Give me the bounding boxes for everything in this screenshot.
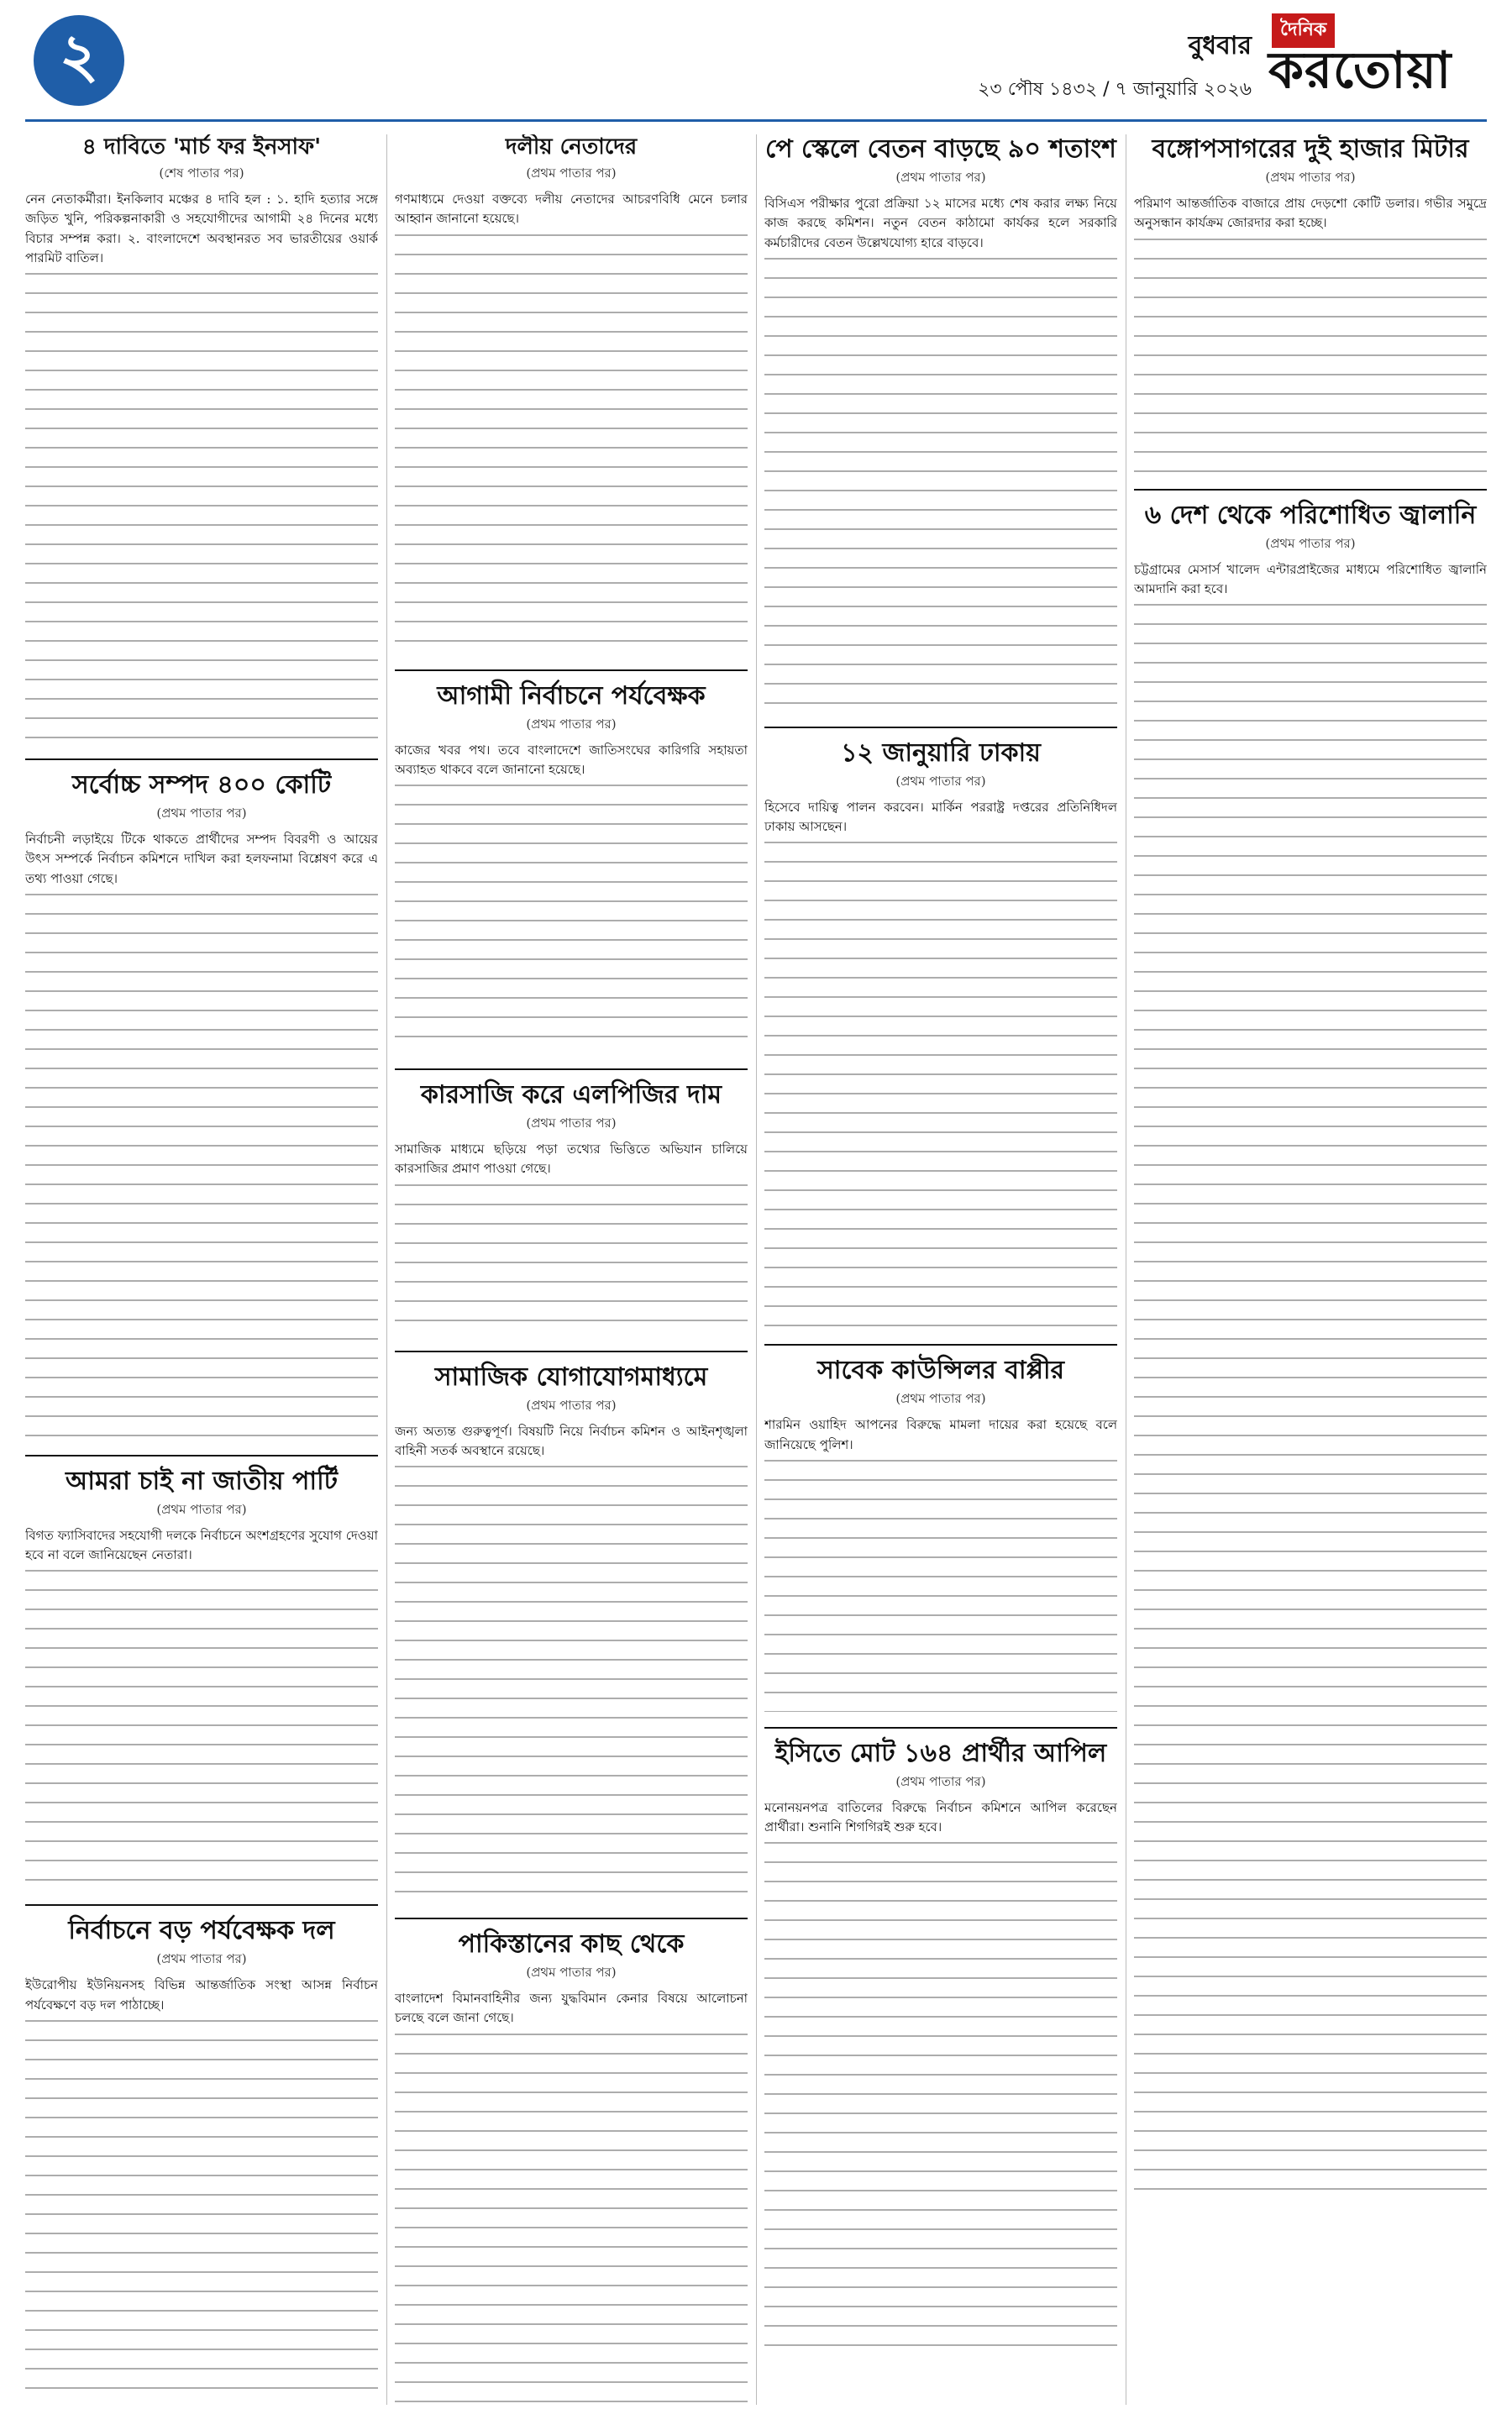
date-label: ২৩ পৌষ ১৪৩২ / ৭ জানুয়ারি ২০২৬ bbox=[978, 79, 1252, 100]
article-former-councillor bbox=[764, 1356, 1117, 1712]
body-text-lines bbox=[25, 1570, 378, 1889]
body-text-lines bbox=[764, 842, 1117, 1329]
masthead bbox=[0, 0, 1512, 126]
body-text-lines bbox=[1134, 239, 1487, 474]
article-party-leaders bbox=[395, 134, 748, 654]
headline: পাকিস্তানের কাছ থেকে bbox=[458, 1929, 685, 1960]
masthead-rule bbox=[25, 119, 1487, 122]
article-body: পরিমাণ আন্তর্জাতিক বাজারে প্রায় দেড়শো কোটি ডলার। গভীর সমুদ্রে অনুসন্ধান কার্যক্রম জোরদার করা হচ্ছে। bbox=[1134, 196, 1487, 231]
headline: দলীয় নেতাদের bbox=[505, 134, 638, 160]
continuation-note: (প্রথম পাতার পর) bbox=[526, 1115, 617, 1131]
headline: ৪ দাবিতে 'মার্চ ফর ইনসাফ' bbox=[81, 134, 322, 160]
continuation-note: (প্রথম পাতার পর) bbox=[156, 1501, 247, 1517]
continuation-note: (প্রথম পাতার পর) bbox=[156, 806, 247, 821]
headline: আমরা চাই না জাতীয় পার্টি bbox=[65, 1466, 339, 1496]
body-text-lines bbox=[395, 234, 748, 654]
article-separator bbox=[764, 727, 1117, 728]
article-body: হিসেবে দায়িত্ব পালন করবেন। মার্কিন পররাষ্ট্র দপ্তরের প্রতিনিধিদল ঢাকায় আসছেন। bbox=[764, 799, 1117, 834]
body-text-lines bbox=[764, 1460, 1117, 1712]
body-text-lines bbox=[1134, 604, 1487, 2200]
headline: কারসাজি করে এলপিজির দাম bbox=[420, 1080, 722, 1110]
article-pakistan bbox=[395, 1929, 748, 2405]
body-text-lines bbox=[25, 894, 378, 1440]
article-body: চট্টগ্রামের মেসার্স খালেদ এন্টারপ্রাইজের মাধ্যমে পরিশোধিত জ্বালানি আমদানি করা হবে। bbox=[1134, 561, 1487, 596]
article-jatiya-party bbox=[25, 1467, 378, 1890]
article-social-media bbox=[395, 1362, 748, 1903]
article-lpg-price bbox=[395, 1080, 748, 1336]
continuation-note: (শেষ পাতার পর) bbox=[159, 165, 244, 181]
article-separator bbox=[25, 758, 378, 760]
article-observer-team bbox=[25, 1916, 378, 2405]
article-separator bbox=[25, 1455, 378, 1456]
article-body: নেন নেতাকর্মীরা। ইনকিলাব মঞ্চের ৪ দাবি হল : ১. হাদি হত্যার সঙ্গে জড়িত খুনি, পরিকল্পনাকারী ও সহযোগীদের আগামী ২৪ দিনের মধ্যে বিচার সম্পন্ন করা। ২. বাংলাদেশে অবস্থানরত সব ভারতীয়ের ওয়ার্ক পারমিট বাতিল। bbox=[25, 192, 378, 265]
continuation-note: (প্রথম পাতার পর) bbox=[526, 716, 617, 732]
page-number-badge: ২ bbox=[34, 15, 124, 106]
column-divider bbox=[386, 134, 387, 2405]
continuation-note: (প্রথম পাতার পর) bbox=[895, 170, 986, 185]
continuation-note: (প্রথম পাতার পর) bbox=[895, 773, 986, 789]
continuation-note: (প্রথম পাতার পর) bbox=[526, 165, 617, 181]
headline: সাবেক কাউন্সিলর বাপ্পীর bbox=[816, 1356, 1065, 1386]
article-body: নির্বাচনী লড়াইয়ে টিকে থাকতে প্রার্থীদের সম্পদ বিবরণী ও আয়ের উৎস সম্পর্কে নির্বাচন কমিশনে দাখিল করা হলফনামা বিশ্লেষণ করে এ তথ্য পাওয়া গেছে। bbox=[25, 832, 378, 886]
article-march-for-insaf bbox=[25, 134, 378, 743]
continuation-note: (প্রথম পাতার পর) bbox=[1265, 535, 1356, 551]
article-assets bbox=[25, 770, 378, 1440]
column-2 bbox=[395, 134, 748, 2405]
article-separator bbox=[395, 1068, 748, 1070]
article-body: বিগত ফ্যাসিবাদের সহযোগী দলকে নির্বাচনে অংশগ্রহণের সুযোগ দেওয়া হবে না বলে জানিয়েছেন নেতারা। bbox=[25, 1527, 378, 1563]
continuation-note: (প্রথম পাতার পর) bbox=[895, 1391, 986, 1407]
continuation-note: (প্রথম পাতার পর) bbox=[895, 1773, 986, 1789]
article-ec-appeals bbox=[764, 1739, 1117, 2364]
body-text-lines bbox=[764, 258, 1117, 711]
headline: সর্বোচ্চ সম্পদ ৪০০ কোটি bbox=[71, 770, 332, 800]
headline: ৬ দেশ থেকে পরিশোধিত জ্বালানি bbox=[1144, 500, 1477, 530]
article-body: বাংলাদেশ বিমানবাহিনীর জন্য যুদ্ধবিমান কেনার বিষয়ে আলোচনা চলছে বলে জানা গেছে। bbox=[395, 1991, 748, 2026]
article-separator bbox=[25, 1904, 378, 1906]
article-separator bbox=[395, 1918, 748, 1919]
article-body: গণমাধ্যমে দেওয়া বক্তব্যে দলীয় নেতাদের আচরণবিধি মেনে চলার আহ্বান জানানো হয়েছে। bbox=[395, 192, 748, 227]
headline: নির্বাচনে বড় পর্যবেক্ষক দল bbox=[68, 1916, 335, 1946]
article-body: মনোনয়নপত্র বাতিলের বিরুদ্ধে নির্বাচন কমিশনে আপিল করেছেন প্রার্থীরা। শুনানি শিগগিরই শুরু হবে। bbox=[764, 1799, 1117, 1834]
body-text-lines bbox=[25, 273, 378, 743]
article-separator bbox=[764, 1727, 1117, 1729]
continuation-note: (প্রথম পাতার পর) bbox=[526, 1965, 617, 1981]
headline: পে স্কেলে বেতন বাড়ছে ৯০ শতাংশ bbox=[765, 134, 1116, 164]
article-body: সামাজিক মাধ্যমে ছড়িয়ে পড়া তথ্যের ভিত্তিতে অভিযান চালিয়ে কারসাজির প্রমাণ পাওয়া গেছে। bbox=[395, 1142, 748, 1177]
article-pay-scale bbox=[764, 134, 1117, 711]
article-refined-fuel bbox=[1134, 501, 1487, 2201]
column-divider bbox=[756, 134, 757, 2405]
continuation-note: (প্রথম পাতার পর) bbox=[1265, 170, 1356, 185]
body-text-lines bbox=[395, 2034, 748, 2405]
article-separator bbox=[395, 669, 748, 671]
continuation-note: (প্রথম পাতার পর) bbox=[526, 1397, 617, 1413]
article-election-observer bbox=[395, 681, 748, 1054]
day-label: বুধবার bbox=[1188, 31, 1252, 60]
column-4 bbox=[1134, 134, 1487, 2405]
headline: ১২ জানুয়ারি ঢাকায় bbox=[841, 737, 1041, 768]
article-body: ইউরোপীয় ইউনিয়নসহ বিভিন্ন আন্তর্জাতিক সংস্থা আসন্ন নির্বাচন পর্যবেক্ষণে বড় দল পাঠাচ্ছে। bbox=[25, 1977, 378, 2013]
headline: ইসিতে মোট ১৬৪ প্রার্থীর আপিল bbox=[774, 1738, 1107, 1768]
column-3 bbox=[764, 134, 1117, 2405]
article-separator bbox=[764, 1344, 1117, 1346]
article-body: জন্য অত্যন্ত গুরুত্বপূর্ণ। বিষয়টি নিয়ে নির্বাচন কমিশন ও আইনশৃঙ্খলা বাহিনী সতর্ক অবস্থানে রয়েছে। bbox=[395, 1423, 748, 1458]
article-body: শারমিন ওয়াহিদ আপনের বিরুদ্ধে মামলা দায়ের করা হয়েছে বলে জানিয়েছে পুলিশ। bbox=[764, 1417, 1117, 1452]
article-separator bbox=[395, 1351, 748, 1352]
body-text-lines bbox=[764, 1842, 1117, 2363]
logo-small-text: দৈনিক bbox=[1272, 13, 1335, 48]
body-text-lines bbox=[395, 1466, 748, 1903]
headline: বঙ্গোপসাগরের দুই হাজার মিটার bbox=[1152, 134, 1469, 164]
article-separator bbox=[1134, 489, 1487, 491]
article-body: কাজের খবর পথ। তবে বাংলাদেশে জাতিসংঘের কারিগরি সহায়তা অব্যাহত থাকবে বলে জানানো হয়েছে। bbox=[395, 742, 748, 777]
continuation-note: (প্রথম পাতার পর) bbox=[156, 1951, 247, 1967]
article-body: বিসিএস পরীক্ষার পুরো প্রক্রিয়া ১২ মাসের মধ্যে শেষ করার লক্ষ্য নিয়ে কাজ করছে কমিশন। নতুন বেতন কাঠামো কার্যকর হলে সরকারি কর্মচারীদের বেতন উল্লেখযোগ্য হারে বাড়বে। bbox=[764, 196, 1117, 250]
article-dhaka-visit bbox=[764, 738, 1117, 1330]
article-bay-of-bengal bbox=[1134, 134, 1487, 474]
headline: সামাজিক যোগাযোগমাধ্যমে bbox=[434, 1362, 708, 1392]
logo-main-text: করতোয়া bbox=[1268, 41, 1452, 100]
dateline bbox=[978, 25, 1252, 106]
newspaper-logo bbox=[1268, 13, 1487, 106]
body-text-lines bbox=[395, 785, 748, 1053]
body-text-lines bbox=[395, 1184, 748, 1336]
column-1 bbox=[25, 134, 378, 2405]
body-text-lines bbox=[25, 2020, 378, 2405]
headline: আগামী নির্বাচনে পর্যবেক্ষক bbox=[437, 680, 706, 711]
